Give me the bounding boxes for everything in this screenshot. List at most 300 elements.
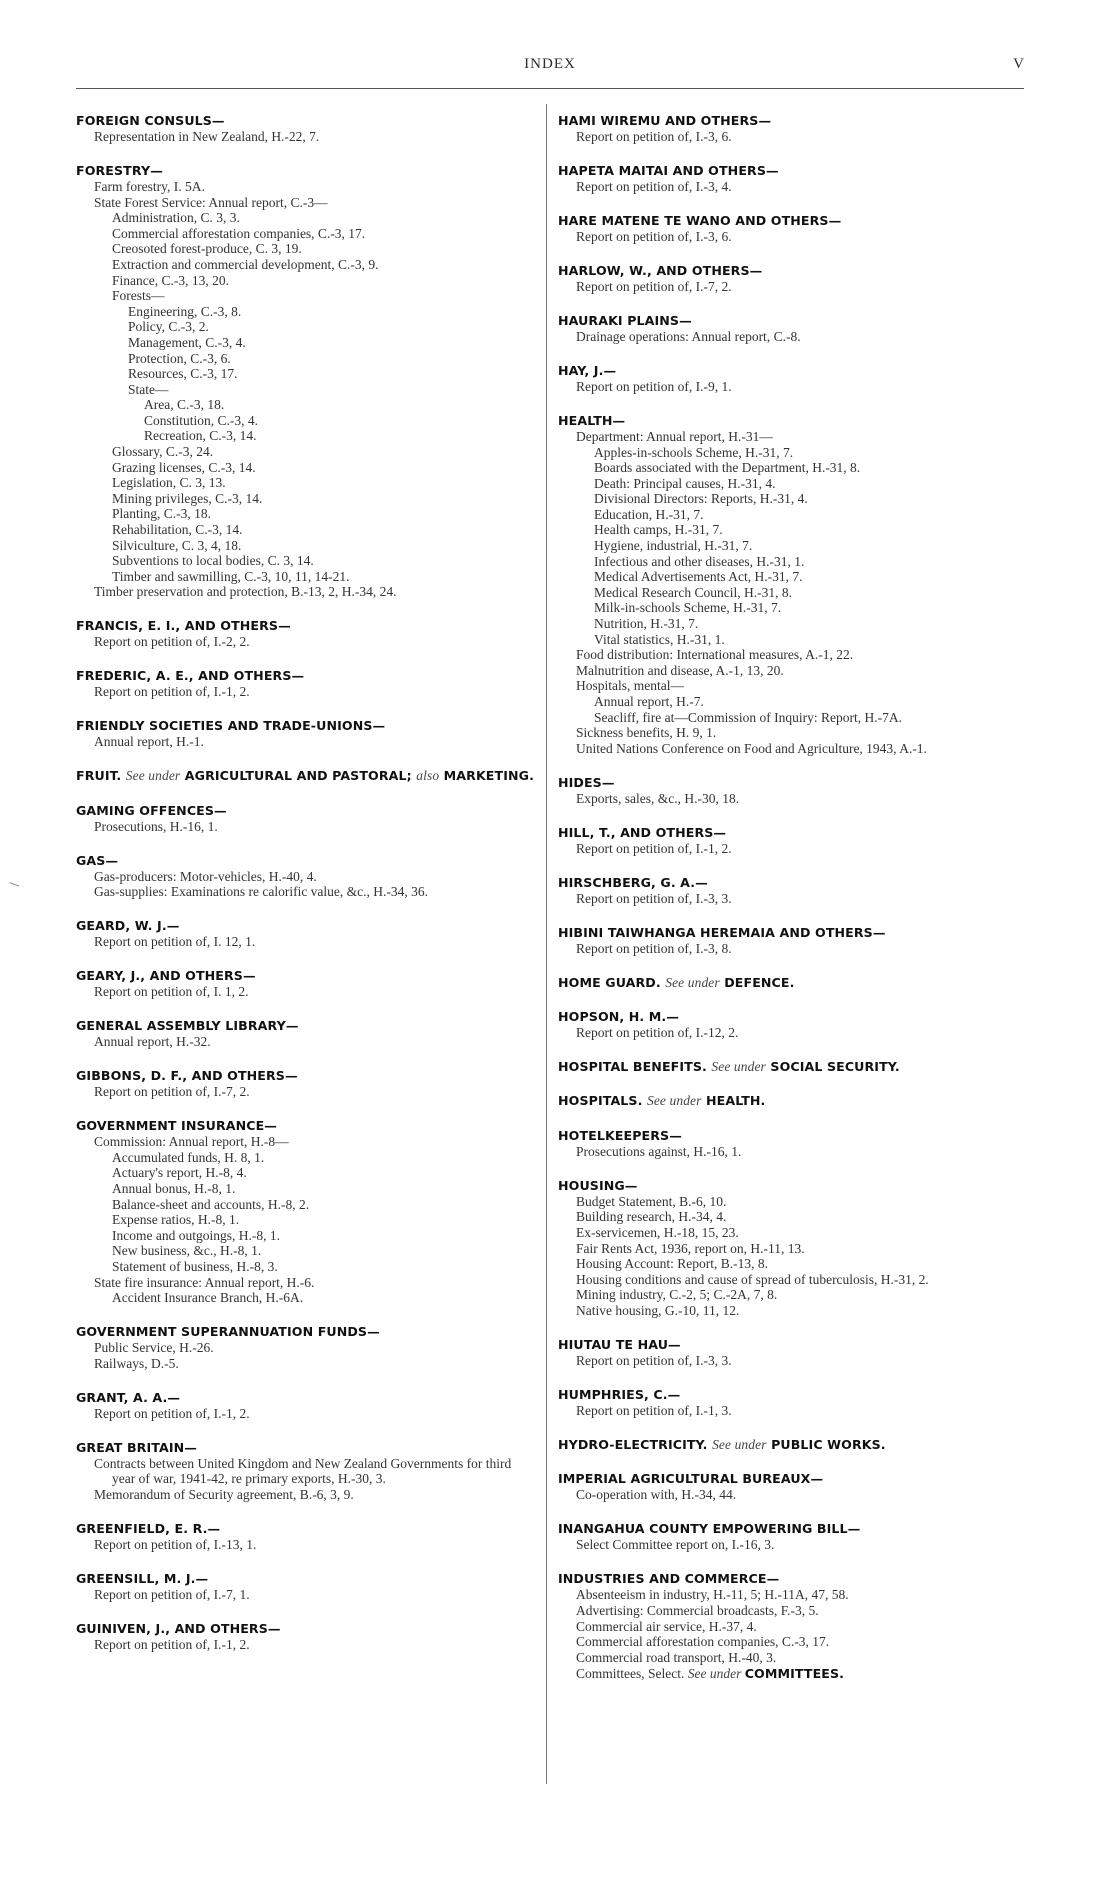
index-subentry xyxy=(558,1287,1028,1303)
index-subentry xyxy=(76,273,536,289)
entry-heading xyxy=(558,262,1028,279)
subentry-text: Report on petition of, I.-1, 2. xyxy=(576,840,732,856)
entry-heading-text: HILL, T., AND OTHERS— xyxy=(558,824,727,840)
index-subentry xyxy=(76,506,536,522)
index-entry xyxy=(76,1389,536,1422)
entry-heading-text: FRANCIS, E. I., AND OTHERS— xyxy=(76,618,291,634)
entry-heading-text: HUMPHRIES, C.— xyxy=(558,1386,681,1402)
column-divider xyxy=(546,104,547,1784)
right-column xyxy=(558,112,1028,1700)
entry-heading xyxy=(558,1570,1028,1587)
index-subentry xyxy=(76,1537,536,1553)
entry-heading-text: FRUIT. xyxy=(76,768,122,784)
index-subentry xyxy=(76,257,536,273)
index-subentry xyxy=(558,1209,1028,1225)
subentry-text: Annual report, H.-32. xyxy=(94,1034,211,1050)
entry-heading-text: HOTELKEEPERS— xyxy=(558,1127,682,1143)
index-entry xyxy=(76,162,536,600)
index-subentry xyxy=(76,634,536,650)
index-subentry xyxy=(558,1634,1028,1650)
index-entry xyxy=(558,1092,1028,1109)
index-subentry xyxy=(558,1487,1028,1503)
index-entry xyxy=(76,1570,536,1603)
page-title: INDEX xyxy=(524,56,576,72)
index-entry xyxy=(558,1058,1028,1075)
subentry-text: Report on petition of, I.-13, 1. xyxy=(94,1536,257,1552)
subentry-text: Railways, D.-5. xyxy=(94,1355,179,1371)
subentry-text: Report on petition of, I. 12, 1. xyxy=(94,934,256,950)
entry-heading xyxy=(76,1439,536,1456)
index-entry xyxy=(558,1336,1028,1369)
entry-heading xyxy=(558,824,1028,841)
subentry-text: Report on petition of, I.-12, 2. xyxy=(576,1025,739,1041)
subentry-text: Annual bonus, H.-8, 1. xyxy=(112,1181,236,1197)
entry-heading xyxy=(76,112,536,129)
subentry-text: Annual report, H.-7. xyxy=(594,694,704,709)
index-subentry xyxy=(558,725,1028,741)
entry-heading-text: HEALTH— xyxy=(558,412,626,428)
index-entry xyxy=(76,917,536,950)
subentry-text: Housing conditions and cause of spread of tuberculosis, H.-31, 2. xyxy=(576,1271,929,1287)
index-subentry xyxy=(76,195,536,211)
entry-heading xyxy=(558,1092,1028,1109)
index-subentry xyxy=(558,522,1028,538)
index-entry xyxy=(558,212,1028,245)
entry-heading-text: FORESTRY— xyxy=(76,162,163,178)
index-entry xyxy=(558,1386,1028,1419)
subentry-text: Memorandum of Security agreement, B.-6, 3, 9. xyxy=(94,1486,354,1502)
subentry-text: Expense ratios, H.-8, 1. xyxy=(112,1212,240,1228)
entry-heading xyxy=(76,802,536,819)
subentry-text: Medical Research Council, H.-31, 8. xyxy=(594,584,792,600)
subentry-text: Glossary, C.-3, 24. xyxy=(112,444,214,460)
index-subentry xyxy=(76,1340,536,1356)
subentry-text: Report on petition of, I.-3, 3. xyxy=(576,890,732,906)
subentry-text: State fire insurance: Annual report, H.-6. xyxy=(94,1274,315,1290)
subentry-text: Apples-in-schools Scheme, H.-31, 7. xyxy=(594,444,794,460)
subentry-text: Forests— xyxy=(112,288,165,304)
subentry-text: Report on petition of, I.-3, 3. xyxy=(576,1352,732,1368)
index-subentry xyxy=(76,584,536,600)
cross-reference-target: PUBLIC WORKS. xyxy=(771,1436,886,1452)
index-subentry xyxy=(558,1537,1028,1553)
index-subentry xyxy=(558,1256,1028,1272)
index-entry xyxy=(558,412,1028,756)
entry-heading-text: GOVERNMENT INSURANCE— xyxy=(76,1118,277,1134)
index-entry xyxy=(76,1323,536,1371)
subentry-text: State— xyxy=(128,381,169,397)
index-entry xyxy=(76,1067,536,1100)
index-subentry xyxy=(76,179,536,195)
subentry-text: Report on petition of, I.-1, 2. xyxy=(94,1405,250,1421)
entry-heading xyxy=(558,924,1028,941)
subentry-text: Engineering, C.-3, 8. xyxy=(128,303,242,319)
index-subentry xyxy=(76,1637,536,1653)
subentry-text: Hospitals, mental— xyxy=(576,678,684,694)
subentry-text: Department: Annual report, H.-31— xyxy=(576,428,773,444)
index-entry xyxy=(558,1470,1028,1503)
index-subentry xyxy=(558,1650,1028,1666)
entry-heading xyxy=(76,1389,536,1406)
subentry-text: Accumulated funds, H. 8, 1. xyxy=(112,1149,265,1165)
subentry-text: Balance-sheet and accounts, H.-8, 2. xyxy=(112,1196,310,1212)
subentry-text: Protection, C.-3, 6. xyxy=(128,350,231,366)
see-under-label: See under xyxy=(712,1436,767,1452)
index-subentry xyxy=(558,791,1028,807)
index-entry xyxy=(558,974,1028,991)
entry-heading-text: FREDERIC, A. E., AND OTHERS— xyxy=(76,668,305,684)
subentry-text: Drainage operations: Annual report, C.-8. xyxy=(576,328,801,344)
index-subentry xyxy=(76,1406,536,1422)
entry-heading-text: HAPETA MAITAI AND OTHERS— xyxy=(558,162,779,178)
subentry-text: Recreation, C.-3, 14. xyxy=(144,428,257,444)
index-entry xyxy=(558,1008,1028,1041)
entry-heading-text: IMPERIAL AGRICULTURAL BUREAUX— xyxy=(558,1471,824,1487)
entry-heading-text: INANGAHUA COUNTY EMPOWERING BILL— xyxy=(558,1521,861,1537)
subentry-text: State Forest Service: Annual report, C.-3— xyxy=(94,194,328,210)
entry-heading xyxy=(558,162,1028,179)
subentry-text: Constitution, C.-3, 4. xyxy=(144,412,259,428)
page-number: V xyxy=(1013,56,1024,72)
subentry-text: Divisional Directors: Reports, H.-31, 4. xyxy=(594,491,808,507)
entry-heading xyxy=(558,1058,1028,1075)
index-subentry xyxy=(558,1403,1028,1419)
margin-mark xyxy=(9,878,20,886)
entry-heading-text: FOREIGN CONSULS— xyxy=(76,113,225,128)
index-subentry xyxy=(76,288,536,304)
index-subentry xyxy=(558,460,1028,476)
subentry-text: Native housing, G.-10, 11, 12. xyxy=(576,1303,740,1318)
index-entry xyxy=(76,802,536,835)
index-subentry xyxy=(558,1353,1028,1369)
subentry-text: Co-operation with, H.-34, 44. xyxy=(576,1487,737,1503)
entry-heading-text: GUINIVEN, J., AND OTHERS— xyxy=(76,1620,281,1636)
subentry-text: Commercial road transport, H.-40, 3. xyxy=(576,1649,777,1665)
subentry-text: Farm forestry, I. 5A. xyxy=(94,178,205,194)
index-entry xyxy=(558,774,1028,807)
subentry-text: Health camps, H.-31, 7. xyxy=(594,522,723,538)
index-subentry xyxy=(76,1275,536,1291)
subentry-text: Prosecutions against, H.-16, 1. xyxy=(576,1143,742,1159)
index-subentry xyxy=(76,1228,536,1244)
entry-heading-text: GENERAL ASSEMBLY LIBRARY— xyxy=(76,1018,299,1034)
subentry-text: Contracts between United Kingdom and New Zealand Governments for third year of war, 1941-42, re primary exports, H.-30, 3. xyxy=(94,1455,512,1487)
entry-heading xyxy=(558,1436,1028,1453)
entry-heading xyxy=(558,1336,1028,1353)
index-entry xyxy=(76,112,536,145)
index-subentry xyxy=(76,1150,536,1166)
index-subentry xyxy=(76,241,536,257)
index-subentry xyxy=(76,984,536,1000)
index-subentry xyxy=(558,1665,1028,1682)
index-entry xyxy=(76,1620,536,1653)
see-under-label: See under xyxy=(687,1666,742,1682)
index-entry xyxy=(76,717,536,750)
subentry-text: Report on petition of, I.-1, 3. xyxy=(576,1402,732,1418)
subentry-text: Report on petition of, I.-9, 1. xyxy=(576,378,732,394)
index-subentry xyxy=(558,585,1028,601)
index-subentry xyxy=(76,475,536,491)
index-subentry xyxy=(558,694,1028,710)
index-subentry xyxy=(558,538,1028,554)
entry-heading xyxy=(76,667,536,684)
subentry-text: Policy, C.-3, 2. xyxy=(128,319,209,335)
entry-heading xyxy=(558,1470,1028,1487)
cross-reference-target: COMMITTEES. xyxy=(744,1666,845,1682)
subentry-text: Nutrition, H.-31, 7. xyxy=(594,616,699,632)
index-subentry xyxy=(76,226,536,242)
index-subentry xyxy=(76,1165,536,1181)
subentry-text: Commercial air service, H.-37, 4. xyxy=(576,1618,757,1634)
subentry-text: Report on petition of, I.-3, 8. xyxy=(576,940,732,956)
entry-heading xyxy=(558,112,1028,129)
index-subentry xyxy=(76,869,536,885)
see-under-label: See under xyxy=(711,1059,766,1075)
index-entry xyxy=(558,162,1028,195)
entry-heading xyxy=(76,1520,536,1537)
entry-heading-text: HOUSING— xyxy=(558,1177,638,1193)
index-subentry xyxy=(76,734,536,750)
entry-heading xyxy=(76,767,536,784)
subentry-text: Report on petition of, I.-3, 4. xyxy=(576,178,732,194)
index-entry xyxy=(76,667,536,700)
subentry-text: New business, &c., H.-8, 1. xyxy=(112,1243,262,1259)
index-subentry xyxy=(558,647,1028,663)
subentry-text: Report on petition of, I.-2, 2. xyxy=(94,634,250,650)
entry-heading-text: GAMING OFFENCES— xyxy=(76,802,227,818)
index-subentry xyxy=(76,1034,536,1050)
index-subentry xyxy=(76,335,536,351)
subentry-text: Report on petition of, I.-7, 2. xyxy=(576,278,732,294)
index-subentry xyxy=(558,1241,1028,1257)
subentry-text: Infectious and other diseases, H.-31, 1. xyxy=(594,553,805,569)
index-subentry xyxy=(76,491,536,507)
entry-heading xyxy=(76,1570,536,1587)
subentry-text: Report on petition of, I.-3, 6. xyxy=(576,228,732,244)
index-subentry xyxy=(76,1487,536,1503)
index-subentry xyxy=(558,891,1028,907)
see-under-label: See under xyxy=(646,1093,702,1109)
page-header xyxy=(76,56,1024,80)
index-subentry xyxy=(76,1290,536,1306)
entry-heading xyxy=(76,1620,536,1637)
index-entry xyxy=(558,874,1028,907)
subentry-text: Absenteeism in industry, H.-11, 5; H.-11A, 47, 58. xyxy=(576,1587,849,1603)
index-entry xyxy=(76,967,536,1000)
subentry-text: Gas-producers: Motor-vehicles, H.-40, 4. xyxy=(94,868,317,884)
index-entry xyxy=(76,617,536,650)
index-subentry xyxy=(76,934,536,950)
index-subentry xyxy=(76,553,536,569)
entry-heading-text: GRANT, A. A.— xyxy=(76,1389,181,1405)
index-subentry xyxy=(558,678,1028,694)
subentry-text: Hygiene, industrial, H.-31, 7. xyxy=(594,538,753,554)
entry-heading-text: HAY, J.— xyxy=(558,362,617,378)
entry-heading-text: GOVERNMENT SUPERANNUATION FUNDS— xyxy=(76,1324,380,1340)
index-subentry xyxy=(558,1272,1028,1288)
subentry-text: Housing Account: Report, B.-13, 8. xyxy=(576,1256,768,1272)
see-under-label: See under xyxy=(665,974,720,990)
cross-reference-target: SOCIAL SECURITY. xyxy=(770,1059,900,1075)
subentry-text: Resources, C.-3, 17. xyxy=(128,366,238,382)
index-entry xyxy=(558,1436,1028,1453)
index-entry xyxy=(558,362,1028,395)
entry-heading xyxy=(76,1323,536,1340)
entry-heading xyxy=(558,412,1028,429)
entry-heading xyxy=(76,917,536,934)
entry-heading-text: HIUTAU TE HAU— xyxy=(558,1336,681,1352)
subentry-text: Subventions to local bodies, C. 3, 14. xyxy=(112,553,314,569)
subentry-text: Representation in New Zealand, H.-22, 7. xyxy=(94,129,320,144)
index-subentry xyxy=(558,1144,1028,1160)
also-label: also xyxy=(416,768,440,784)
index-subentry xyxy=(558,1603,1028,1619)
entry-heading-text: GREAT BRITAIN— xyxy=(76,1439,197,1455)
subentry-text: Timber and sawmilling, C.-3, 10, 11, 14-21. xyxy=(112,568,350,584)
index-entry xyxy=(558,1570,1028,1682)
entry-heading xyxy=(76,1017,536,1034)
index-entry xyxy=(558,924,1028,957)
entry-heading-text: GIBBONS, D. F., AND OTHERS— xyxy=(76,1068,298,1084)
entry-heading-text: HOPSON, H. M.— xyxy=(558,1009,679,1025)
entry-heading-text: HOSPITALS. xyxy=(558,1093,643,1109)
index-subentry xyxy=(76,1243,536,1259)
index-subentry xyxy=(76,684,536,700)
index-subentry xyxy=(76,382,536,398)
index-subentry xyxy=(558,229,1028,245)
entry-heading-text: GEARD, W. J.— xyxy=(76,918,180,934)
index-subentry xyxy=(558,279,1028,295)
subentry-text: Death: Principal causes, H.-31, 4. xyxy=(594,475,776,491)
index-subentry xyxy=(76,1456,536,1487)
subentry-text: Silviculture, C. 3, 4, 18. xyxy=(112,537,242,553)
subentry-text: Mining privileges, C.-3, 14. xyxy=(112,490,263,506)
subentry-text: Public Service, H.-26. xyxy=(94,1340,214,1356)
entry-heading-text: HARE MATENE TE WANO AND OTHERS— xyxy=(558,212,842,228)
index-subentry xyxy=(558,476,1028,492)
index-subentry xyxy=(76,1134,536,1150)
index-entry xyxy=(558,824,1028,857)
subentry-text: Administration, C. 3, 3. xyxy=(112,210,240,226)
entry-heading xyxy=(76,717,536,734)
index-subentry xyxy=(558,600,1028,616)
subentry-text: Report on petition of, I.-7, 1. xyxy=(94,1586,250,1602)
subentry-text: United Nations Conference on Food and Agriculture, 1943, A.-1. xyxy=(576,740,927,756)
index-entry xyxy=(76,767,536,784)
subentry-text: Extraction and commercial development, C.-3, 9. xyxy=(112,256,379,272)
index-subentry xyxy=(558,179,1028,195)
index-subentry xyxy=(558,491,1028,507)
index-subentry xyxy=(76,1259,536,1275)
entry-heading xyxy=(76,1067,536,1084)
entry-heading-text: HYDRO-ELECTRICITY. xyxy=(558,1436,708,1452)
index-subentry xyxy=(558,129,1028,145)
entry-heading xyxy=(558,874,1028,891)
index-entry xyxy=(76,1439,536,1503)
index-entry xyxy=(558,312,1028,345)
index-subentry xyxy=(558,445,1028,461)
entry-heading xyxy=(558,362,1028,379)
entry-heading xyxy=(558,774,1028,791)
index-subentry xyxy=(76,569,536,585)
index-subentry xyxy=(558,616,1028,632)
entry-heading xyxy=(76,617,536,634)
subentry-text: Commercial afforestation companies, C.-3, 17. xyxy=(112,225,366,241)
entry-heading-text: HIDES— xyxy=(558,774,615,790)
index-subentry xyxy=(558,941,1028,957)
cross-reference-target: AGRICULTURAL AND PASTORAL; xyxy=(184,768,412,784)
index-subentry xyxy=(76,460,536,476)
entry-heading-text: HAMI WIREMU AND OTHERS— xyxy=(558,113,772,128)
subentry-text: Budget Statement, B.-6, 10. xyxy=(576,1193,727,1209)
left-column xyxy=(76,112,536,1670)
subentry-text: Report on petition of, I. 1, 2. xyxy=(94,984,249,1000)
index-subentry xyxy=(76,884,536,900)
cross-reference-target: DEFENCE. xyxy=(724,974,795,990)
index-subentry xyxy=(76,444,536,460)
index-subentry xyxy=(76,210,536,226)
subentry-text: Area, C.-3, 18. xyxy=(144,397,225,413)
subentry-text: Boards associated with the Department, H.-31, 8. xyxy=(594,460,861,476)
subentry-text: Fair Rents Act, 1936, report on, H.-11, 13. xyxy=(576,1240,805,1256)
index-subentry xyxy=(76,819,536,835)
index-subentry xyxy=(558,1619,1028,1635)
subentry-text: Annual report, H.-1. xyxy=(94,734,204,750)
subentry-text: Malnutrition and disease, A.-1, 13, 20. xyxy=(576,662,784,678)
header-rule xyxy=(76,88,1024,89)
index-subentry xyxy=(558,379,1028,395)
subentry-text: Mining industry, C.-2, 5; C.-2A, 7, 8. xyxy=(576,1287,778,1303)
subentry-text: Planting, C.-3, 18. xyxy=(112,506,212,522)
index-entry xyxy=(76,852,536,900)
index-subentry xyxy=(558,841,1028,857)
index-subentry xyxy=(76,1197,536,1213)
index-entry xyxy=(558,112,1028,145)
index-entry xyxy=(558,1127,1028,1160)
index-subentry xyxy=(558,329,1028,345)
index-subentry xyxy=(76,538,536,554)
cross-reference-target: HEALTH. xyxy=(706,1093,766,1109)
subentry-text: Income and outgoings, H.-8, 1. xyxy=(112,1227,280,1243)
index-entry xyxy=(558,1520,1028,1553)
index-subentry xyxy=(76,319,536,335)
index-subentry xyxy=(558,1194,1028,1210)
index-entry xyxy=(76,1017,536,1050)
entry-heading-text: HOME GUARD. xyxy=(558,974,661,990)
index-subentry xyxy=(558,1225,1028,1241)
subentry-text: Milk-in-schools Scheme, H.-31, 7. xyxy=(594,600,782,616)
index-subentry xyxy=(558,507,1028,523)
index-subentry xyxy=(76,351,536,367)
subentry-text: Creosoted forest-produce, C. 3, 19. xyxy=(112,241,302,257)
subentry-text: Prosecutions, H.-16, 1. xyxy=(94,818,218,834)
subentry-text: Ex-servicemen, H.-18, 15, 23. xyxy=(576,1225,739,1241)
entry-heading-text: HAURAKI PLAINS— xyxy=(558,312,692,328)
subentry-text: Legislation, C. 3, 13. xyxy=(112,475,226,491)
index-subentry xyxy=(558,1025,1028,1041)
subentry-text: Accident Insurance Branch, H.-6A. xyxy=(112,1290,304,1306)
subentry-text: Finance, C.-3, 13, 20. xyxy=(112,272,229,288)
index-subentry xyxy=(76,1212,536,1228)
subentry-text: Education, H.-31, 7. xyxy=(594,506,704,522)
entry-heading-text: HIRSCHBERG, G. A.— xyxy=(558,874,708,890)
index-subentry xyxy=(76,522,536,538)
index-subentry xyxy=(76,1356,536,1372)
index-subentry xyxy=(558,663,1028,679)
entry-heading-text: GREENFIELD, E. R.— xyxy=(76,1520,221,1536)
entry-heading xyxy=(76,1117,536,1134)
index-subentry xyxy=(558,569,1028,585)
